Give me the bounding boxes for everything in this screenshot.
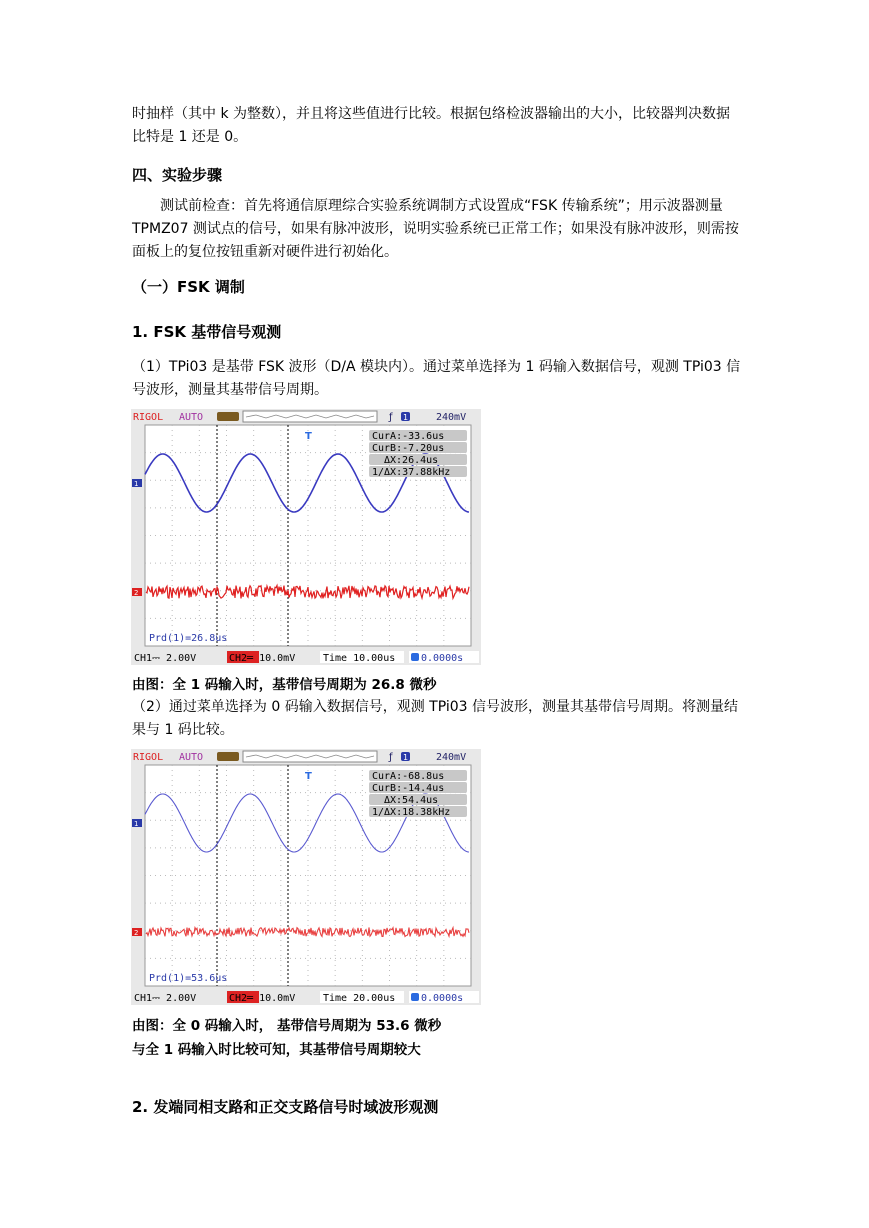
trigger-edge-icon: ƒ (389, 752, 393, 763)
result-2-line-2: 与全 1 码输入时比较可知，其基带信号周期较大 (132, 1042, 421, 1058)
ch1-scale: CH1⎓ 2.00V (134, 653, 197, 664)
trigger-level-label: 240mV (436, 752, 467, 763)
item-1-title: 1. FSK 基带信号观测 (132, 323, 282, 341)
pretest-paragraph: 测试前检查：首先将通信原理综合实验系统调制方式设置成“FSK 传输系统”；用示波器测量 TPMZ07 测试点的信号，如果有脉冲波形，说明实验系统已正常工作；如果没有脉冲波形，则需按面板上的复位按钮重新对硬件进行初始化。 (132, 198, 739, 260)
intro-paragraph: 时抽样（其中 k 为整数），并且将这些值进行比较。根据包络检波器输出的大小，比较器判决数据比特是 1 还是 0。 (132, 106, 731, 145)
time-scale: Time 10.00us (323, 653, 396, 664)
ch2-scale: CH2═ 10.0mV (229, 993, 296, 1004)
step-1-text: （1）TPi03 是基带 FSK 波形（D/A 模块内）。通过菜单选择为 1 码输入数据信号，观测 TPi03 信号波形，测量其基带信号周期。 (132, 359, 741, 398)
step-2-text: （2）通过菜单选择为 0 码输入数据信号，观测 TPi03 信号波形，测量其基带信号周期。将测量结果与 1 码比较。 (132, 699, 739, 738)
cursor-a-value: CurA:-68.8us (372, 771, 445, 782)
offset-icon (411, 993, 419, 1001)
time-offset: 0.0000s (421, 993, 464, 1004)
mode-label: AUTO (179, 412, 204, 423)
cursor-b-value: CurB:-14.4us (372, 783, 445, 794)
trigger-channel-label: 1 (403, 413, 409, 422)
trigger-edge-icon: ƒ (389, 412, 393, 423)
brand-label: RIGOL (133, 752, 164, 763)
item-2-title: 2. 发端同相支路和正交支路信号时域波形观测 (132, 1098, 439, 1116)
oscilloscope-screenshot-1 (131, 409, 481, 665)
result-1: 由图：全 1 码输入时，基带信号周期为 26.8 微秒 (132, 677, 437, 693)
ch2-scale: CH2═ 10.0mV (229, 653, 296, 664)
status-icon (217, 412, 239, 421)
ch1-marker-label: 1 (134, 480, 139, 488)
mode-label: AUTO (179, 752, 204, 763)
time-scale: Time 20.00us (323, 993, 396, 1004)
ch1-scale: CH1⎓ 2.00V (134, 993, 197, 1004)
subsection-fsk-modulation-title: （一）FSK 调制 (132, 278, 245, 296)
cursor-a-value: CurA:-33.6us (372, 431, 445, 442)
brand-label: RIGOL (133, 412, 164, 423)
delta-x-value: ΔX:54.4us (384, 795, 439, 806)
trigger-marker-icon: T (305, 431, 312, 442)
status-icon (217, 752, 239, 761)
ch1-marker-label: 1 (134, 820, 139, 828)
time-offset: 0.0000s (421, 653, 464, 664)
ch2-marker-label: 2 (134, 589, 139, 597)
trigger-marker-icon: T (305, 771, 312, 782)
inv-delta-x-value: 1/ΔX:37.88kHz (372, 467, 451, 478)
offset-icon (411, 653, 419, 661)
trigger-level-label: 240mV (436, 412, 467, 423)
scope-1-svg (131, 409, 481, 665)
section-4-title: 四、实验步骤 (132, 166, 223, 184)
period-readout: Prd(1)=53.6us (149, 973, 228, 984)
inv-delta-x-value: 1/ΔX:18.38kHz (372, 807, 451, 818)
trigger-channel-label: 1 (403, 753, 409, 762)
cursor-b-value: CurB:-7.20us (372, 443, 445, 454)
cursor-readout (369, 430, 467, 478)
scope-2-svg (131, 749, 481, 1005)
ch2-marker-label: 2 (134, 929, 139, 937)
cursor-readout (369, 770, 467, 818)
delta-x-value: ΔX:26.4us (384, 455, 439, 466)
period-readout: Prd(1)=26.8us (149, 633, 228, 644)
result-2-line-1: 由图：全 0 码输入时， 基带信号周期为 53.6 微秒 (132, 1018, 442, 1034)
oscilloscope-screenshot-2 (131, 749, 481, 1005)
